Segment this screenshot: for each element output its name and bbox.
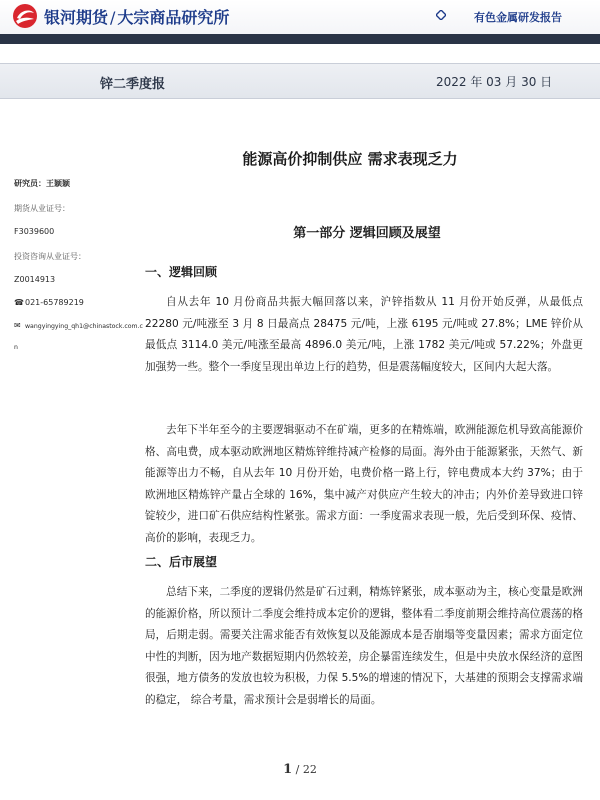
report-name: 锌二季度报 [100, 77, 166, 92]
document-main-title: 能源高价抑制供应 需求表现乏力 [242, 150, 458, 168]
page-current: 1 [283, 762, 293, 777]
report-type: 有色金属研发报告 [474, 11, 562, 24]
consult-number: Z0014913 [14, 275, 56, 284]
page-number [0, 762, 600, 777]
brand-separator: / [110, 8, 116, 27]
qualification-number: F3039600 [14, 227, 55, 236]
section-title: 第一部分 逻辑回顾及展望 [293, 226, 441, 241]
brand-name: 银河期货 [44, 8, 109, 27]
brand-title [44, 5, 229, 28]
phone-number: 021-65789219 [25, 298, 84, 307]
paragraph-review-2: 去年下半年至今的主要逻辑驱动不在矿端，更多的在精炼端，欧洲能源危机导致高能源价格、高电费，成本驱动欧洲地区精炼锌维持减产检修的局面。海外由于能源紧张，天然气、新能源等出力不畅，自从去年 10 月份开始，电费价格一路上行，锌电费成本大约 37%；由于欧洲地区精炼锌产量占全球的 16%，集中减产对供应产生较大的冲击；内外价差导致进口锌锭较少，进口矿石供应结构性紧张。需求方面：一季度需求表现一般，先后受到环保、疫情、高价的影响，表现乏力。 [145, 424, 583, 544]
researcher-label: 研究员：王颖颖 [14, 179, 70, 188]
paragraph-outlook: 总结下来，二季度的逻辑仍然是矿石过剩，精炼锌紧张，成本驱动为主，核心变量是欧洲的能源价格，所以预计二季度会维持成本定价的逻辑，整体看二季度前期会维持高位震荡的格局，后期走弱。需要关注需求能否有效恢复以及能源成本是否崩塌等变量因素；需求方面定位中性的判断，因为地产数据短期内仍然较差，房企暴雷连续发生，但是中央放水保经济的意图很强，地方债务的发放也较为积极，力保 5.5%的增速的情况下，大基建的预期会支撑需求端的稳定， 综合考量，需求预计会是弱增长的局面。 [145, 586, 583, 706]
header-light-band [0, 44, 600, 58]
qualification-label: 期货从业证号： [14, 204, 70, 213]
email-continuation: n [14, 344, 18, 351]
consult-label: 投资咨询从业证号： [14, 252, 86, 261]
report-header [0, 0, 600, 34]
email-address[interactable]: wangyingying_qh1@chinastock.com.c [25, 323, 143, 330]
email-icon: ✉ [14, 321, 21, 330]
subsection-review-heading: 一、逻辑回顾 [145, 265, 218, 279]
brand-division: 大宗商品研究所 [117, 8, 230, 27]
email-line[interactable] [14, 321, 143, 330]
subsection-outlook-heading: 二、后市展望 [145, 555, 218, 569]
diamond-icon [436, 10, 446, 20]
report-title-bar [0, 63, 600, 99]
phone-icon: ☎ [14, 298, 24, 307]
galaxy-logo-icon [12, 3, 38, 29]
page-total: / 22 [292, 763, 317, 776]
paragraph-review-1: 自从去年 10 月份商品共振大幅回落以来，沪锌指数从 11 月份开始反弹，从最低点 22280 元/吨涨至 3 月 8 日最高点 28475 元/吨，上涨 6195 元/吨或 27.8%；LME 锌价从最低点 3114.0 美元/吨涨至最高 4896.0 美元/吨，上涨 1782 美元/吨或 57.22%；外盘更加强势一些。整个一季度呈现出单边上行的趋势，但是震荡幅度较大，区间内大起大落。 [145, 296, 583, 373]
header-dark-band [0, 34, 600, 44]
phone-line [14, 298, 84, 307]
report-date: 2022 年 03 月 30 日 [436, 75, 553, 89]
